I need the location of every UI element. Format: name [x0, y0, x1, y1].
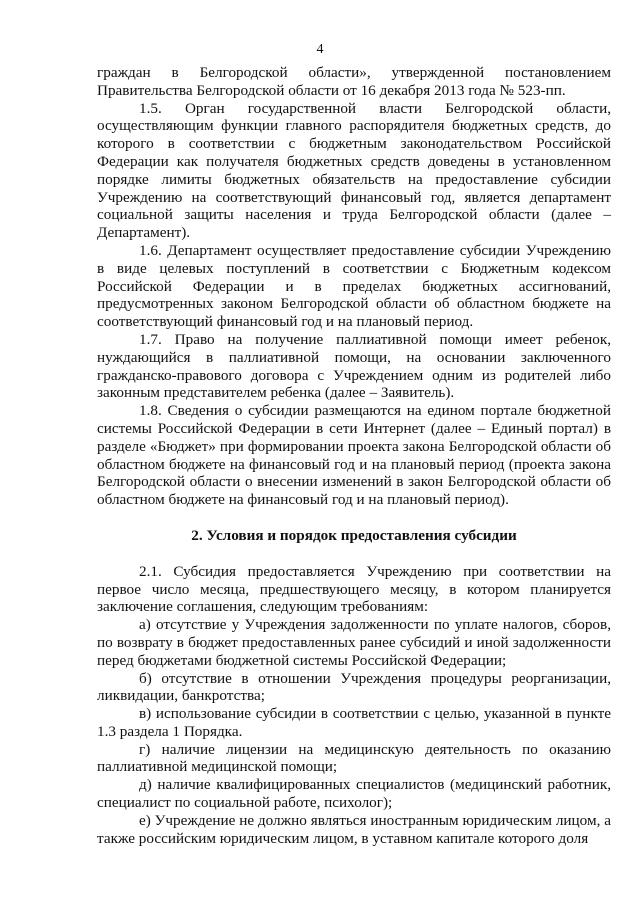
requirement-v: в) использование субсидии в соответствии с целью, указанной в пункте 1.3 раздела 1 Порядка. [97, 705, 611, 740]
requirement-g: г) наличие лицензии на медицинскую деятельность по оказанию паллиативной медицинской помощи; [97, 740, 611, 776]
paragraph-1-7: 1.7. Право на получение паллиативной помощи имеет ребенок, нуждающийся в паллиативной помощи, на основании заключенного гражданско-правового договора с Учреждением одним из родителей либо законным представителем ребенка (далее – Заявитель). [97, 330, 611, 402]
paragraph-1-5: 1.5. Орган государственной власти Белгородской области, осуществляющим функции главного распорядителя бюджетных средств, до которого в соответствии с бюджетным законодательством Российской Федерации как получателя бюджетных средств доведены в установленном порядке лимиты бюджетных обязательств на предоставление субсидии Учреждению на соответствующий финансовый год, является департамент социальной защиты населения и труда Белгородской области (далее – Департамент). [97, 99, 611, 242]
section-2-heading: 2. Условия и порядок предоставления субсидии [191, 526, 517, 544]
paragraph-2-1: 2.1. Субсидия предоставляется Учреждению при соответствии на первое число месяца, предшествующего месяцу, в котором планируется заключение соглашения, следующим требованиям: [97, 562, 611, 616]
paragraph-1-8: 1.8. Сведения о субсидии размещаются на едином портале бюджетной системы Российской Федерации в сети Интернет (далее – Единый портал) в разделе «Бюджет» при формировании проекта закона Белгородской области об областном бюджете на финансовый год и на плановый период (проекта закона Белгородской области о внесении изменений в закон Белгородской области об областном бюджете на финансовый год и на плановый период). [97, 402, 611, 509]
document-body [97, 64, 611, 847]
paragraph-1-6: 1.6. Департамент осуществляет предоставление субсидии Учреждению в виде целевых поступлений в соответствии с Бюджетным кодексом Российской Федерации и в пределах бюджетных ассигнований, предусмотренных законом Белгородской области об областном бюджете на соответствующий финансовый год и на плановый период. [97, 241, 611, 331]
requirement-d: д) наличие квалифицированных специалистов (медицинский работник, специалист по социальной работе, психолог); [97, 776, 611, 812]
requirement-a: а) отсутствие у Учреждения задолженности по уплате налогов, сборов, по возврату в бюджет предоставленных ранее субсидий и иной задолженности перед бюджетами бюджетной системы Российской Федерации; [97, 616, 611, 669]
requirement-e: е) Учреждение не должно являться иностранным юридическим лицом, а также российским юридическим лицом, в уставном капитале которого доля [97, 811, 611, 847]
paragraph-continuation: граждан в Белгородской области», утвержденной постановлением Правительства Белгородской области от 16 декабря 2013 года № 523-пп. [97, 64, 611, 99]
requirement-b: б) отсутствие в отношении Учреждения процедуры реорганизации, ликвидации, банкротства; [97, 669, 611, 705]
page-number: 4 [316, 42, 324, 57]
